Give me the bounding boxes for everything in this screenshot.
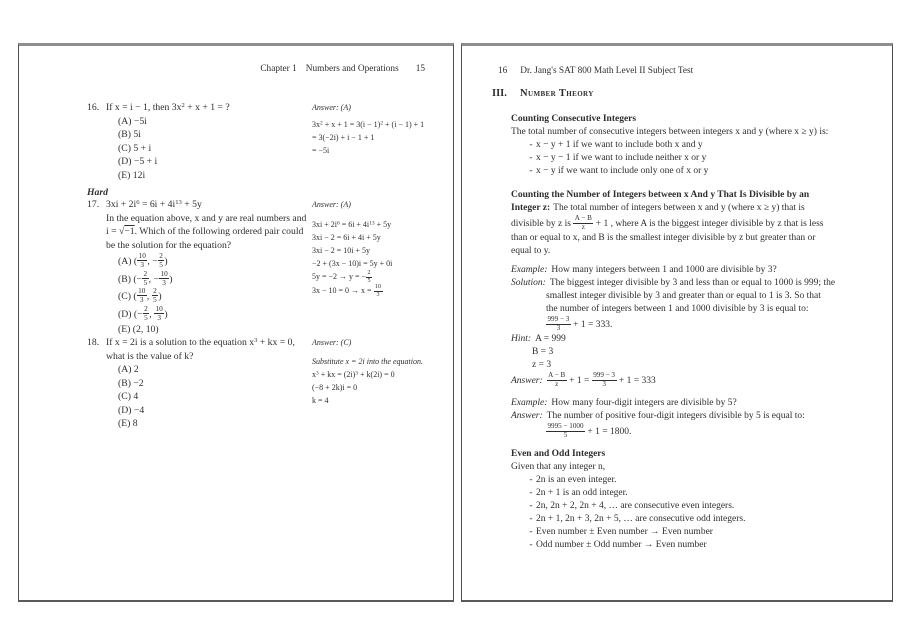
- choice-c: (C) ( $\frac{10}{3}$ , $\frac{2}{5}$ ): [118, 287, 162, 305]
- bullet-item: [511, 513, 883, 526]
- choice-e: (E) 12i: [118, 169, 146, 181]
- paragraph-line: [511, 215, 883, 232]
- chapter-label: Chapter 1: [260, 64, 297, 74]
- bullet-item: [511, 526, 883, 539]
- bullet-text: Odd number ± Odd number → Even number: [536, 539, 707, 550]
- solution-math: $\frac{999 - 3}{3}$ + 1 = 333.: [547, 314, 613, 332]
- solution-note: Substitute x = 2i into the equation.: [312, 357, 423, 366]
- problem-17-choices: [118, 252, 323, 338]
- problem-17: [87, 198, 323, 338]
- solution-text: smallest integer divisible by 3 and greater than or equal to 1 is 3. So that: [546, 290, 821, 301]
- answer-math: $\frac{A - B}{z}$ + 1 = $\frac{999 - 3}{3}$ + 1 = 333: [548, 370, 656, 388]
- answer-label: Answer: (C): [312, 338, 352, 347]
- paragraph-line: [511, 189, 883, 202]
- choice-e: (E) 8: [118, 418, 138, 429]
- page-number: 15: [415, 64, 425, 74]
- paragraph: Given that any integer n,: [511, 461, 606, 472]
- bullet-dash: -: [529, 166, 533, 176]
- bullet-dash: -: [529, 526, 533, 537]
- problem-17-equation: $3xi + 2i^6 = 6i + 4i^{13} + 5y$: [106, 199, 202, 210]
- right-page: [461, 43, 893, 602]
- bullet-dash: -: [529, 539, 533, 550]
- paragraph-line: [511, 202, 883, 215]
- choice-d: (D) (− $\frac{2}{5}$ , $\frac{10}{3}$ ): [118, 304, 168, 322]
- choice-a: (A) ( $\frac{10}{3}$ , − $\frac{2}{5}$ ): [118, 252, 168, 270]
- solution-line: $3xi + 2i^6 = 6i + 4i^{13} + 5y$: [312, 220, 392, 229]
- bullet-item: [511, 139, 883, 152]
- bullet-dash: -: [529, 487, 533, 498]
- solution-line: 3x − 10 = 0 → x = $\frac{10}{3}$: [312, 284, 382, 299]
- text-run: divisible by z is $\frac{A - B}{z}$ + 1 , where A is the biggest integer divisible by z that is less: [511, 214, 824, 231]
- solution-text: The biggest integer divisible by 3 and less than or equal to 1000 is 999; the: [549, 277, 836, 288]
- section-label: Numbers and Operations: [305, 64, 399, 74]
- difficulty-label: Hard: [87, 187, 108, 198]
- bullet-text: 2n is an even integer.: [536, 474, 617, 485]
- solution-line: [511, 277, 883, 290]
- bullet-dash: -: [529, 500, 533, 511]
- example-label: Example:: [511, 397, 548, 408]
- bold-run: Counting the Number of Integers between x And y That Is Divisible by an: [511, 190, 810, 200]
- choice-a: (A) 2: [118, 364, 139, 375]
- problem-16-text: If x = i − 1, then $3x^2 + x + 1$ = ?: [106, 102, 230, 113]
- subsection-heading: Counting Consecutive Integers: [511, 114, 637, 124]
- problem-18-line: [87, 336, 323, 350]
- hint-text: A = 999: [535, 333, 566, 344]
- choice-b: (B) (− $\frac{2}{5}$ , − $\frac{10}{3}$ ): [118, 269, 173, 287]
- paragraph-line: [511, 232, 883, 245]
- answer-16: [312, 101, 454, 157]
- problem-16-line: [87, 101, 323, 115]
- example-label: Example:: [511, 264, 548, 275]
- bullet-text: Even number ± Even number → Even number: [536, 526, 713, 537]
- problem-18: [87, 336, 323, 431]
- answer-line: [511, 372, 883, 389]
- choice-d: (D) −5 + i: [118, 156, 158, 167]
- section-numeral: III.: [492, 88, 507, 99]
- hint-line: [511, 333, 883, 346]
- bold-run: Integer z:: [511, 203, 551, 213]
- example-line: [511, 264, 883, 277]
- answer-line: [511, 410, 883, 423]
- bullet-item: [511, 539, 883, 552]
- bullet-text: 2n + 1, 2n + 3, 2n + 5, … are consecutive odd integers.: [536, 513, 746, 524]
- example-text: How many four-digit integers are divisible by 5?: [551, 397, 737, 408]
- answer-label: Answer:: [511, 375, 543, 386]
- bullet-text: x − y + 1 if we want to include both x and y: [536, 140, 703, 150]
- solution-line: (−8 + 2k)i = 0: [312, 383, 358, 392]
- text-run: The total number of integers between x and y (where x ≥ y) that is: [553, 203, 805, 213]
- bullet-text: 2n, 2n + 2, 2n + 4, … are consecutive even integers.: [536, 500, 735, 511]
- running-header: [498, 66, 693, 76]
- example-line: [511, 397, 883, 410]
- page-number: 16: [498, 66, 508, 76]
- problem-18-text: what is the value of k?: [106, 350, 194, 362]
- bullet-dash: -: [529, 153, 533, 163]
- problem-18-text: If x = 2i is a solution to the equation $x^3$ + kx = 0,: [106, 337, 295, 348]
- answer-18: [312, 336, 454, 407]
- problem-17-text: be the solution for the equation?: [106, 239, 232, 251]
- choice-e: (E) (2, 10): [118, 324, 159, 336]
- choice-c: (C) 4: [118, 391, 139, 402]
- solution-line: 3xi − 2 = 10i + 5y: [312, 246, 370, 255]
- bullet-dash: -: [529, 140, 533, 150]
- problem-16: [87, 101, 323, 182]
- problem-17-text: In the equation above, x and y are real numbers and: [106, 212, 307, 224]
- bullet-dash: -: [529, 474, 533, 485]
- choice-c: (C) 5 + i: [118, 142, 152, 154]
- answer-math: $\frac{9995 - 1000}{5}$ + 1 = 1800.: [547, 421, 632, 439]
- problem-18-number: 18.: [87, 337, 100, 348]
- bullet-item: [511, 500, 883, 513]
- book-title: Dr. Jang's SAT 800 Math Level II Subject Test: [520, 66, 694, 76]
- bullet-text: x − y − 1 if we want to include neither x or y: [536, 153, 707, 163]
- answer-label: Answer: (A): [312, 103, 351, 112]
- text-run: than or equal to x, and B is the smallest integer divisible by z but greater than or: [511, 232, 816, 243]
- bullet-item: [511, 152, 883, 165]
- solution-line: = 3(−2i) + i − 1 + 1: [312, 133, 375, 142]
- bullet-dash: -: [529, 513, 533, 524]
- problem-17-number: 17.: [87, 199, 100, 210]
- solution-line: 3xi − 2 = 6i + 4i + 5y: [312, 233, 381, 242]
- bullet-item: [511, 165, 883, 178]
- paragraph-line: [511, 245, 883, 258]
- answer-label: Answer:: [511, 410, 543, 421]
- choice-d: (D) −4: [118, 404, 145, 416]
- bullet-item: [511, 487, 883, 500]
- problem-17-line: [87, 198, 323, 212]
- solution-line: −2 + (3x − 10)i = 5y + 0i: [312, 259, 393, 268]
- paragraph: The total number of consecutive integers between integers x and y (where x ≥ y) is:: [511, 127, 829, 137]
- answer-text: The number of positive four-digit integers divisible by 5 is equal to:: [546, 410, 805, 421]
- solution-line: 5y = −2 → y = − $\frac{2}{5}$: [312, 270, 371, 284]
- bullet-text: 2n + 1 is an odd integer.: [536, 487, 628, 498]
- problem-16-number: 16.: [87, 102, 100, 113]
- choice-b: (B) −2: [118, 377, 144, 389]
- choice-a: (A) −5i: [118, 115, 147, 127]
- bullet-item: [511, 474, 883, 487]
- solution-text: the number of integers between 1 and 1000 divisible by 3 is equal to:: [546, 303, 809, 314]
- example-text: How many integers between 1 and 1000 are divisible by 3?: [551, 264, 777, 275]
- answer-label: Answer: (A): [312, 200, 351, 209]
- solution-line: = −5i: [312, 146, 330, 155]
- bullet-text: x − y if we want to include only one of x or y: [536, 166, 709, 176]
- section-heading: [492, 88, 594, 99]
- problem-18-choices: [118, 363, 323, 431]
- solution-line: k = 4: [312, 396, 329, 405]
- hint-text: B = 3: [532, 346, 554, 357]
- solution-label: Solution:: [511, 277, 546, 288]
- solution-line: $3x^2 + x + 1 = 3(i - 1)^2 + (i - 1) + 1$: [312, 120, 425, 129]
- choice-b: (B) 5i: [118, 129, 141, 140]
- text-run: equal to y.: [511, 245, 551, 256]
- hint-text: z = 3: [532, 359, 552, 370]
- answer-17: [312, 198, 454, 299]
- page-body: [511, 113, 883, 552]
- left-page: [18, 43, 454, 602]
- solution-line: $x^3$ + kx = $(2i)^3 + k(2i) = 0$: [312, 370, 395, 379]
- problem-16-choices: [118, 115, 323, 183]
- hint-label: Hint:: [511, 333, 532, 344]
- section-title: Number Theory: [520, 88, 594, 99]
- problem-17-text: i = √−1. Which of the following ordered pair could: [106, 226, 304, 237]
- subsection-heading: Even and Odd Integers: [511, 448, 606, 459]
- running-header: [260, 64, 425, 74]
